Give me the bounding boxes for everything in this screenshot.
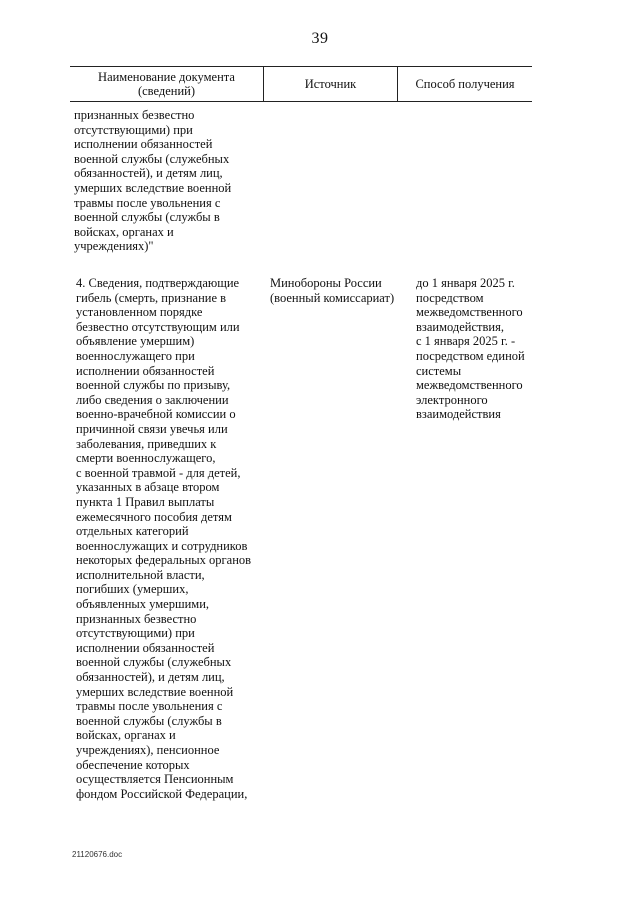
row4-document: 4. Сведения, подтверждающие гибель (смерть, признание в установленном порядке безвестно отсутствующим или объявление умершим) военнослужащего при исполнении обязанностей военной службы по призыву, либо сведения о заключении военно-врачебной комиссии о причинной связи увечья или заболевания, приведших к смерти военнослужащего, с военной травмой - для детей, указанных в абзаце втором пункта 1 Правил выплаты ежемесячного пособия детям отдельных категорий военнослужащих и сотрудников некоторых федеральных органов исполнительной власти, погибших (умерших, объявленных умершими, признанных безвестно отсутствующими) при исполнении обязанностей военной службы (служебных обязанностей), и детям лиц, умерших вследствие военной травмы после увольнения с военной службы (службы в войсках, органах и учреждениях), пенсионное обеспечение которых осуществляется Пенсионным фондом Российской Федерации, — [76, 276, 252, 801]
row4-source: Минобороны России (военный комиссариат) — [270, 276, 395, 305]
header-document-name: Наименование документа (сведений) — [70, 67, 264, 101]
header-source: Источник — [264, 67, 398, 101]
table-header — [70, 66, 532, 102]
continuation-text: признанных безвестно отсутствующими) при исполнении обязанностей военной службы (служебных обязанностей), и детям лиц, умерших вследствие военной травмы после увольнения с военной службы (службы в войсках, органах и учреждениях)" — [74, 108, 232, 254]
page-number: 39 — [311, 30, 329, 47]
footer-doc-code: 21120676.doc — [72, 850, 123, 859]
header-method: Способ получения — [415, 77, 515, 91]
row4-method: до 1 января 2025 г. посредством межведомственного взаимодействия, с 1 января 2025 г. - посредством единой системы межведомственного электронного взаимодействия — [416, 276, 525, 422]
